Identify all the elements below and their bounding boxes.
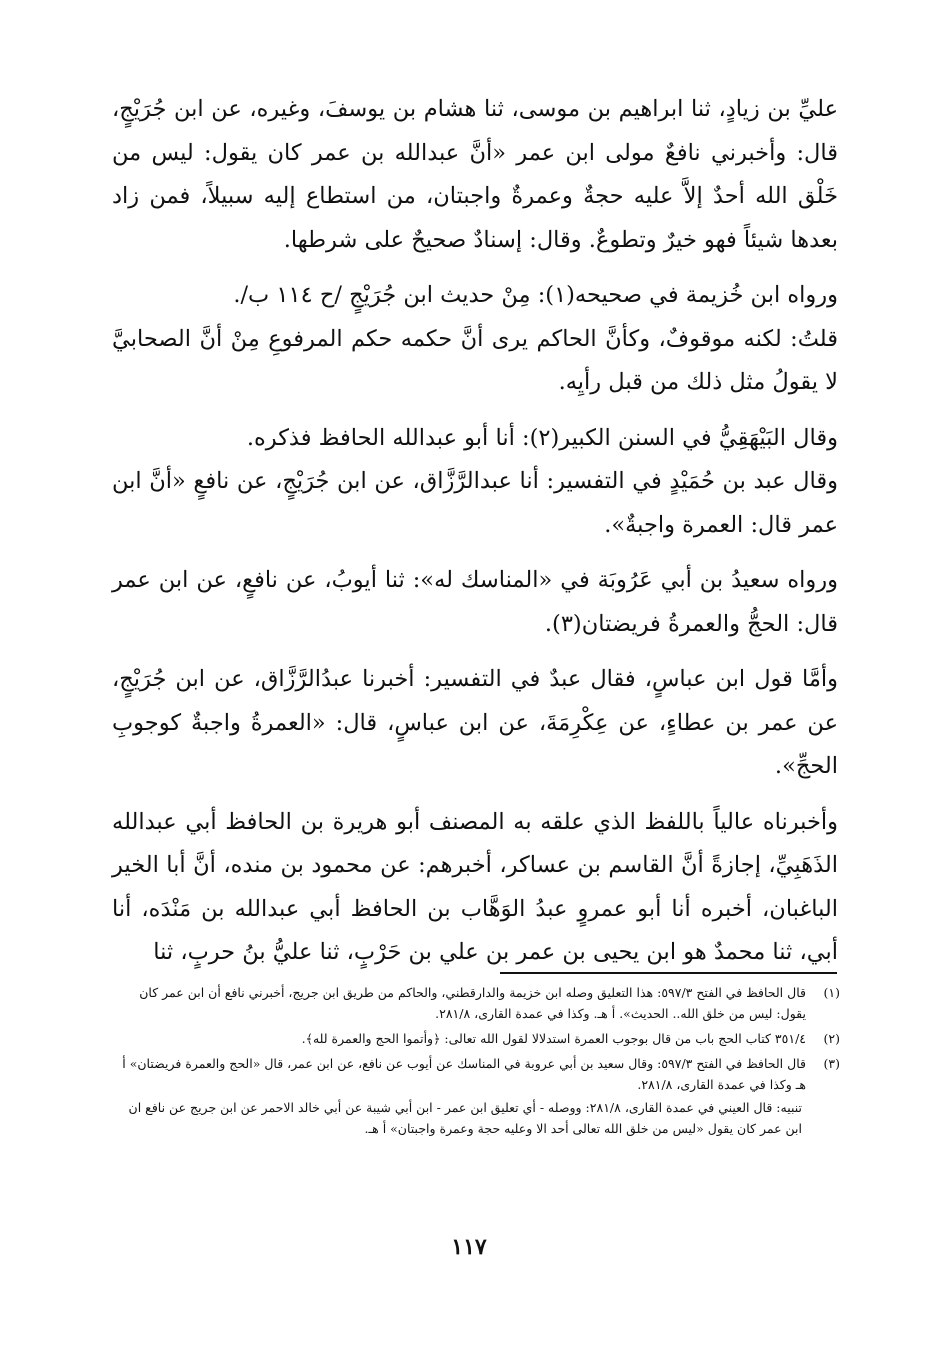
- page-number: ١١٧: [451, 1234, 487, 1260]
- paragraph-hadith-ibn-jurayj: عليِّ بن زيادٍ، ثنا ابراهيم بن موسى، ثنا هشام بن يوسفَ، وغيره، عن ابن جُرَيْجٍ، قال: وأخبرني نافعٌ مولى ابن عمر «أنَّ عبدالله بن عمر كان يقول: ليس من خَلْق الله أحدٌ إلاَّ عليه حجةٌ وعمرةٌ واجبتان، من استطاع إليه سبيلاً، فمن زاد بعدها شيئاً فهو خيرٌ وتطوعٌ. وقال: إسنادٌ صحيحٌ على شرطها.: [112, 96, 838, 253]
- main-text: [112, 88, 838, 975]
- footnote-number: (٣): [823, 1056, 840, 1071]
- footnote-3: [118, 1053, 840, 1095]
- footnote-text: قال الحافظ في الفتح ٥٩٧/٣: وقال سعيد بن أبي عروبة في المناسك عن أيوب عن نافع، عن ابن عمر، قال «الحج والعمرة فريضتان» أ هـ وكذا في عمدة القارى، ٢٨١/٨.: [122, 1056, 806, 1092]
- footnote-3-tanbih: تنبيه: قال العيني في عمدة القارى، ٢٨١/٨: ووصله - أي تعليق ابن عمر - ابن أبي شيبة عن أبي خالد الاحمر عن ابن جريج عن نافع ان ابن عمر كان يقول «ليس من خلق الله تعالى أحد الا وعليه حجة وعمرة واجبتان» أ هـ.: [128, 1100, 802, 1136]
- paragraph-bayhaqi: وقال البَيْهَقِيُّ في السنن الكبير(٢): أنا أبو عبدالله الحافظ فذكره.: [246, 424, 838, 451]
- footnote-2: [118, 1028, 840, 1049]
- footnotes: [118, 982, 840, 1139]
- paragraph-ibn-abbas: وأمَّا قول ابن عباسٍ، فقال عبدٌ في التفسير: أخبرنا عبدُالرَّزَّاق، عن ابن جُرَيْجٍ، عن عمر بن عطاءٍ، عن عِكْرِمَةَ، عن ابن عباسٍ، قال: «العمرةُ واجبةٌ كوجوبِ الحجِّ».: [112, 666, 838, 779]
- paragraph-qultu: قلتُ: لكنه موقوفٌ، وكأنَّ الحاكم يرى أنَّ حكمه حكم المرفوعِ مِنْ أنَّ الصحابيَّ لا يقولُ مثل ذلك من قبل رأيِه.: [112, 325, 838, 395]
- paragraph-abd-ibn-humayd: وقال عبد بن حُمَيْدٍ في التفسير: أنا عبدالرَّزَّاق، عن ابن جُرَيْجٍ، عن نافعٍ «أنَّ ابن عمر قال: العمرة واجبةٌ».: [112, 468, 838, 538]
- footnote-number: (١): [823, 985, 840, 1000]
- footnote-text: ٣٥١/٤ كتاب الحج باب من قال بوجوب العمرة استدلالا لقول الله تعالى: ﴿وأتموا الحج والعمرة لله﴾.: [301, 1031, 806, 1046]
- paragraph-ibn-khuzaymah: ورواه ابن خُزيمة في صحيحه(١): مِنْ حديث ابن جُرَيْجٍ /ح ١١٤ ب/.: [233, 282, 838, 308]
- footnote-number: (٢): [823, 1031, 840, 1046]
- footnote-1: [118, 982, 840, 1024]
- paragraph-akhbarnahu: وأخبرناه عالياً باللفظ الذي علقه به المصنف أبو هريرة بن الحافظ أبي عبدالله الذَهَبِيِّ، إجازةً أنَّ القاسم بن عساكر، أخبرهم: عن محمود بن منده، أنَّ أبا الخير الباغبان، أخبره أنا أبو عمروٍ عبدُ الوَهَّاب بن الحافظ أبي عبدالله بن مَنْدَه، أنا أبي، ثنا محمدٌ هو ابن يحيى بن عمر بن علي بن حَرْبٍ، ثنا عليُّ بنُ حربٍ، ثنا: [112, 808, 838, 965]
- footnote-text: قال الحافظ في الفتح ٥٩٧/٣: هذا التعليق وصله ابن خزيمة والدارقطني، والحاكم من طريق ابن جريج، أخبرني نافع أن ابن عمر كان يقول: ليس من خلق الله.. الحديث». أ هـ. وكذا في عمدة القارى، ٢٨١/٨.: [139, 985, 806, 1021]
- footnote-separator: [500, 972, 837, 974]
- paragraph-said-ibn-abi-aruba: ورواه سعيدُ بن أبي عَرُوبَة في «المناسك له»: ثنا أيوبُ، عن نافعٍ، عن ابن عمر قال: الحجُّ والعمرةُ فريضتان(٣).: [112, 567, 838, 637]
